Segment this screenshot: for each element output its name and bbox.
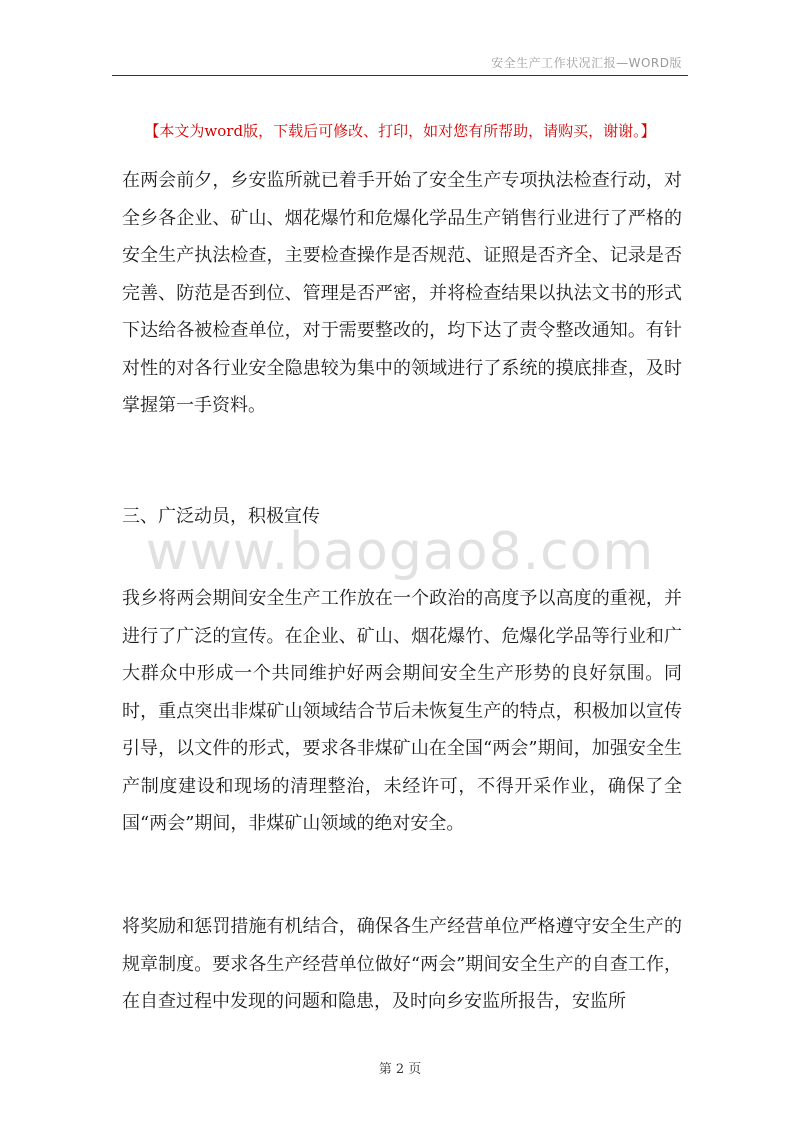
paragraph-rewards: 将奖励和惩罚措施有机结合，确保各生产经营单位严格遵守安全生产的规章制度。要求各生产经营单位做好“两会”期间安全生产的自查工作，在自查过程中发现的问题和隐患，及时向乡安监所报告，安监所 [122, 916, 682, 1012]
page-number: 第 2 页 [378, 1062, 422, 1077]
paragraph-inspection: 在两会前夕，乡安监所就已着手开始了安全生产专项执法检查行动，对全乡各企业、矿山、烟花爆竹和危爆化学品生产销售行业进行了严格的安全生产执法检查，主要检查操作是否规范、证照是否齐全、记录是否完善、防范是否到位、管理是否严密，并将检查结果以执法文书的形式下达给各被检查单位，对于需要整改的，均下达了责令整改通知。有针对性的对各行业安全隐患较为集中的领域进行了系统的摸底排查，及时掌握第一手资料。 [122, 170, 682, 416]
watermark: www.baogao8.com [145, 522, 655, 582]
paragraph-publicity: 我乡将两会期间安全生产工作放在一个政治的高度予以高度的重视，并进行了广泛的宣传。在企业、矿山、烟花爆竹、危爆化学品等行业和广大群众中形成一个共同维护好两会期间安全生产形势的良好氛围。同时，重点突出非煤矿山领域结合节后未恢复生产的特点，积极加以宣传引导，以文件的形式，要求各非煤矿山在全国“两会”期间，加强安全生产制度建设和现场的清理整治，未经许可，不得开采作业，确保了全国“两会”期间，非煤矿山领域的绝对安全。 [122, 588, 682, 834]
section-heading: 三、广泛动员，积极宣传 [122, 506, 320, 527]
header-divider [112, 75, 688, 76]
download-notice: 【本文为word版，下载后可修改、打印，如对您有所帮助，请购买，谢谢。】 [144, 122, 656, 140]
running-title: 安全生产工作状况汇报—WORD版 [491, 56, 682, 70]
